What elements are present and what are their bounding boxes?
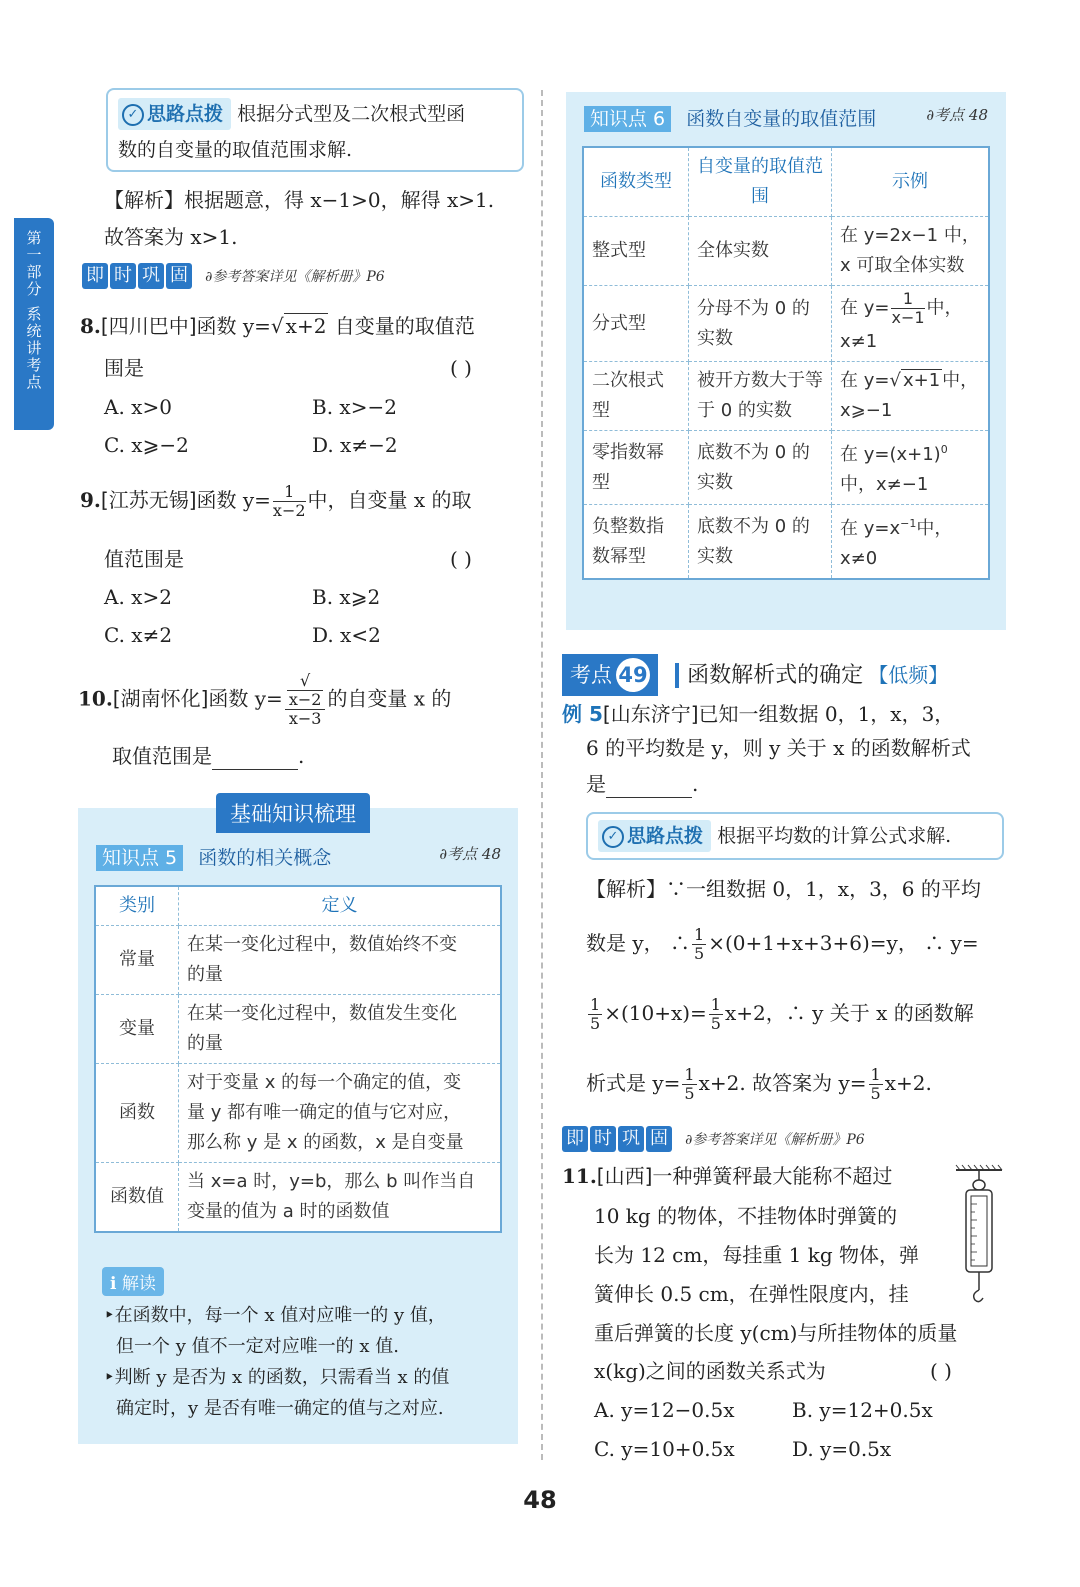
- question-text: 围是: [104, 356, 144, 380]
- option-d: D. x≠−2: [312, 433, 398, 457]
- question-text: 长为 12 cm，每挂重 1 kg 物体，弹: [594, 1243, 920, 1267]
- side-tab-char: 讲: [26, 339, 42, 357]
- example-5: 例 5[山东济宁]已知一组数据 0，1，x，3，: [562, 702, 955, 726]
- table-cell: 函数值: [95, 1163, 179, 1233]
- table-cell: 底数不为 0 的实数: [689, 505, 832, 580]
- question-text: 值范围是: [104, 547, 184, 571]
- side-tab-char: 分: [26, 280, 42, 298]
- side-tab-char: 点: [26, 373, 42, 391]
- table-cell: 在 $y=x^{-1}$中， x≠0: [832, 505, 990, 580]
- analysis-text: 数是 y， ∴ $\frac{1}{5}$ ×(0+1+x+3+6)=y， ∴ y=: [586, 925, 979, 963]
- option-c: C. x≠2: [104, 623, 173, 647]
- table-cell: 整式型: [583, 217, 689, 286]
- side-tab-char: 一: [26, 246, 42, 264]
- jsgg-char: 固: [166, 263, 192, 289]
- option-d: D. x<2: [312, 623, 381, 647]
- table-cell: 分母不为 0 的实数: [689, 286, 832, 362]
- table-cell: 常量: [95, 926, 179, 995]
- table-cell: 对于变量 x 的每一个确定的值，变 量 y 都有唯一确定的值与它对应， 那么称 y 是 x 的函数，x 是自变量: [179, 1064, 502, 1163]
- link-icon: ∂: [205, 269, 213, 285]
- table-header: 函数类型: [583, 147, 689, 217]
- tip-label: ✓ 思路点拨: [118, 98, 231, 130]
- option-c: C. x⩾−2: [104, 433, 189, 457]
- exam-point-49-header: 考点 49 函数解析式的确定 【低频】: [562, 654, 948, 696]
- table-cell: 函数: [95, 1064, 179, 1163]
- tip-box-1: [106, 88, 524, 172]
- jsgg-char: 时: [110, 263, 136, 289]
- table-cell: 变量: [95, 995, 179, 1064]
- page-number: 48: [523, 1486, 557, 1514]
- question-text: 重后弹簧的长度 y(cm)与所挂物体的质量: [594, 1321, 958, 1345]
- table-cell: 零指数幂型: [583, 431, 689, 505]
- side-tab-char: 系: [26, 305, 42, 323]
- basic-knowledge-title: 基础知识梳理: [216, 793, 370, 833]
- tip-text: 根据分式型及二次根式型函: [237, 103, 466, 125]
- function-concepts-table: [94, 885, 502, 1233]
- knowledge-point-5-header: 知识点 5 函数的相关概念 ∂考点 48: [96, 843, 501, 870]
- option-b: B. y=12+0.5x: [792, 1398, 933, 1422]
- jsgg-char: 即: [82, 263, 108, 289]
- info-icon: ℹ: [110, 1274, 117, 1294]
- question-10: 10.[湖南怀化]函数 y= √ x−2 x−3 的自变量 x 的: [78, 671, 452, 728]
- side-tab-char: 部: [26, 263, 42, 281]
- option-a: A. y=12−0.5x: [594, 1398, 735, 1422]
- side-tab-char: 考: [26, 356, 42, 374]
- question-text: 取值范围是 .: [112, 744, 305, 768]
- analysis-text: 析式是 y= $\frac{1}{5}$ x+2. 故答案为 y= $\frac{1}{5}$ x+2.: [586, 1065, 932, 1103]
- interpretation-text: ‣在函数中，每一个 x 值对应唯一的 y 值， 但一个 y 值不一定对应唯一的 x 值. ‣判断 y 是否为 x 的函数，只需看当 x 的值 确定时，y 是否有唯一确定的值与之对应.: [104, 1305, 450, 1419]
- table-cell: 在某一变化过程中，数值始终不变 的量: [179, 926, 502, 995]
- side-tab-char: 统: [26, 322, 42, 340]
- table-cell: 二次根式型: [583, 362, 689, 431]
- analysis-text: 【解析】∵一组数据 0，1，x，3，6 的平均: [586, 877, 981, 901]
- check-circle-icon: ✓: [122, 104, 144, 126]
- table-header: 示例: [832, 147, 990, 217]
- option-d: D. y=0.5x: [792, 1437, 892, 1461]
- spring-scale-icon: [952, 1164, 1006, 1308]
- jsgg-char: 时: [590, 1126, 616, 1152]
- table-cell: 分式型: [583, 286, 689, 362]
- instant-consolidation-header: [82, 263, 385, 289]
- table-header: 类别: [95, 886, 179, 926]
- answer-paren: ( ): [930, 1359, 952, 1383]
- table-cell: 全体实数: [689, 217, 832, 286]
- answer-blank: [606, 777, 692, 798]
- instant-consolidation-header: [562, 1126, 865, 1152]
- question-8: 8.[四川巴中]函数 y=√ x+2 自变量的取值范: [80, 314, 475, 338]
- link-icon: ∂: [926, 106, 935, 124]
- jsgg-char: 固: [646, 1126, 672, 1152]
- table-cell: 在 $y=(x+1)^0$ 中，x≠−1: [832, 431, 990, 505]
- question-text: 10 kg 的物体，不挂物体时弹簧的: [594, 1204, 898, 1228]
- table-cell: 在 y=2x−1 中， x 可取全体实数: [832, 217, 990, 286]
- analysis-text: $\frac{1}{5}$ ×(10+x)= $\frac{1}{5}$ x+2，∴ y 关于 x 的函数解: [590, 995, 974, 1033]
- example-text: 是 .: [586, 772, 699, 796]
- table-header: 自变量的取值范围: [689, 147, 832, 217]
- tip-text: 数的自变量的取值范围求解.: [118, 139, 353, 161]
- jsgg-char: 即: [562, 1126, 588, 1152]
- jsgg-char: 巩: [618, 1126, 644, 1152]
- domain-table: [582, 146, 990, 580]
- question-text: 簧伸长 0.5 cm，在弹性限度内，挂: [594, 1282, 909, 1306]
- answer-reference: 参考答案详见《解析册》P6: [212, 269, 385, 285]
- option-b: B. x>−2: [312, 395, 397, 419]
- interpretation-label: ℹ 解读: [102, 1267, 164, 1296]
- side-tab-char: 第: [26, 229, 42, 247]
- jsgg-char: 巩: [138, 263, 164, 289]
- knowledge-point-6-header: 知识点 6 函数自变量的取值范围 ∂考点 48: [584, 104, 988, 131]
- link-icon: ∂: [439, 845, 448, 863]
- analysis-text: 故答案为 x>1.: [104, 225, 238, 249]
- answer-paren: ( ): [450, 356, 472, 380]
- option-a: A. x>2: [104, 585, 172, 609]
- question-text: x(kg)之间的函数关系式为: [594, 1359, 826, 1383]
- answer-paren: ( ): [450, 547, 472, 571]
- answer-reference: 参考答案详见《解析册》P6: [692, 1132, 865, 1148]
- option-c: C. y=10+0.5x: [594, 1437, 735, 1461]
- question-9: 9.[江苏无锡]函数 y= $\frac{1}{x-2}$ 中，自变量 x 的取: [80, 482, 472, 520]
- tip-box-2: ✓ 思路点拨 根据平均数的计算公式求解.: [586, 812, 1004, 860]
- table-cell: 在某一变化过程中，数值发生变化 的量: [179, 995, 502, 1064]
- table-cell: 在 y= $\frac{1}{x-1}$ 中， x≠1: [832, 286, 990, 362]
- answer-blank: [212, 749, 298, 770]
- question-11: 11.[山西]一种弹簧秤最大能称不超过: [562, 1164, 893, 1188]
- column-divider: [541, 90, 543, 1460]
- example-text: 6 的平均数是 y，则 y 关于 x 的函数解析式: [586, 736, 971, 760]
- check-circle-icon: ✓: [602, 826, 624, 848]
- table-cell: 负整数指数幂型: [583, 505, 689, 580]
- table-cell: 在 y=√ x+1 中， x⩾−1: [832, 362, 990, 431]
- table-header: 定义: [179, 886, 502, 926]
- section-side-tab: [14, 218, 54, 430]
- link-icon: ∂: [685, 1132, 693, 1148]
- table-cell: 当 x=a 时，y=b，那么 b 叫作当自 变量的值为 a 时的函数值: [179, 1163, 502, 1233]
- option-a: A. x>0: [104, 395, 172, 419]
- option-b: B. x⩾2: [312, 585, 381, 609]
- table-cell: 底数不为 0 的实数: [689, 431, 832, 505]
- analysis-text: 【解析】根据题意，得 x−1>0，解得 x>1.: [104, 188, 495, 212]
- table-cell: 被开方数大于等于 0 的实数: [689, 362, 832, 431]
